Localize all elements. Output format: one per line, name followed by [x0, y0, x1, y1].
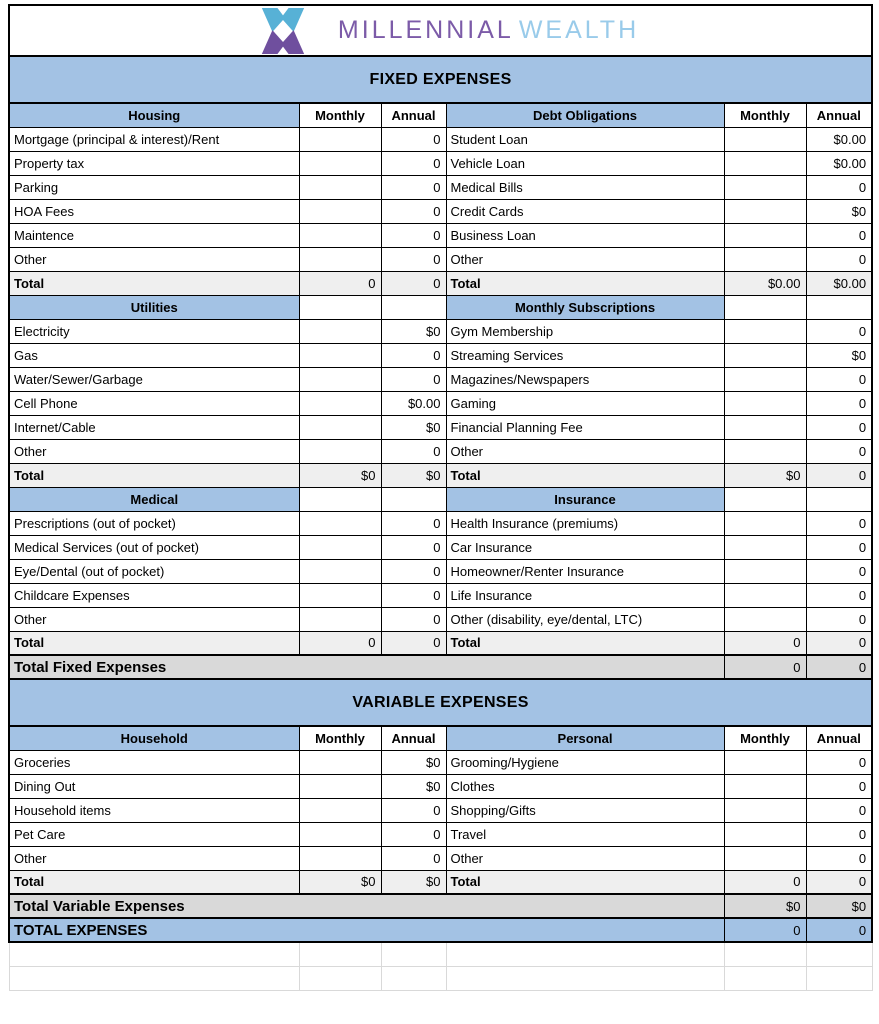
total-monthly-cell[interactable]: 0 — [299, 271, 381, 295]
total-variable-expenses-monthly-cell[interactable]: $0 — [724, 894, 806, 918]
monthly-value-cell[interactable] — [299, 319, 381, 343]
expense-row — [9, 583, 872, 607]
annual-value-cell[interactable]: 0 — [381, 343, 446, 367]
total-label-cell: Total — [446, 631, 724, 655]
section-banner-title: FIXED EXPENSES — [9, 56, 872, 103]
empty-cell — [724, 295, 806, 319]
expense-row — [9, 343, 872, 367]
expense-label-cell[interactable]: Childcare Expenses — [9, 583, 299, 607]
annual-value-cell[interactable]: 0 — [806, 607, 872, 631]
butterfly-m-logo-icon — [242, 8, 324, 54]
empty-sheet-cell[interactable] — [446, 966, 724, 990]
expense-label-cell[interactable]: Business Loan — [446, 223, 724, 247]
expense-label-cell[interactable]: Internet/Cable — [9, 415, 299, 439]
empty-cell — [724, 487, 806, 511]
monthly-value-cell[interactable] — [724, 439, 806, 463]
empty-sheet-cell[interactable] — [724, 966, 806, 990]
expense-label-cell[interactable]: Prescriptions (out of pocket) — [9, 511, 299, 535]
expense-row — [9, 511, 872, 535]
annual-value-cell[interactable]: 0 — [806, 535, 872, 559]
annual-value-cell[interactable]: 0 — [806, 415, 872, 439]
variable-expenses-banner — [9, 679, 872, 726]
total-monthly-cell[interactable]: $0 — [724, 463, 806, 487]
expense-label-cell[interactable]: Water/Sewer/Garbage — [9, 367, 299, 391]
expense-label-cell[interactable]: Travel — [446, 822, 724, 846]
monthly-value-cell[interactable] — [299, 343, 381, 367]
monthly-value-cell[interactable] — [724, 846, 806, 870]
monthly-value-cell[interactable] — [299, 607, 381, 631]
brand-name-wealth: WEALTH — [518, 16, 640, 44]
expense-label-cell[interactable]: Other — [446, 247, 724, 271]
monthly-value-cell[interactable] — [724, 607, 806, 631]
annual-value-cell[interactable]: $0.00 — [806, 151, 872, 175]
empty-sheet-cell[interactable] — [806, 966, 872, 990]
expense-row — [9, 846, 872, 870]
total-label-cell: Total — [9, 463, 299, 487]
expense-row — [9, 439, 872, 463]
logo-row — [9, 5, 872, 56]
expense-label-cell[interactable]: Vehicle Loan — [446, 151, 724, 175]
empty-cell — [381, 295, 446, 319]
expense-label-cell[interactable]: Gaming — [446, 391, 724, 415]
monthly-value-cell[interactable] — [724, 247, 806, 271]
total-monthly-cell[interactable]: $0 — [299, 870, 381, 894]
monthly-value-cell[interactable] — [724, 774, 806, 798]
logo-cell — [9, 5, 872, 56]
group-header-utilities: Utilities — [9, 295, 299, 319]
annual-value-cell[interactable]: 0 — [381, 439, 446, 463]
empty-sheet-cell[interactable] — [381, 942, 446, 966]
group-total-row-utilities-monthly-subscriptions — [9, 463, 872, 487]
monthly-value-cell[interactable] — [299, 559, 381, 583]
annual-value-cell[interactable]: 0 — [381, 822, 446, 846]
empty-sheet-cell[interactable] — [381, 966, 446, 990]
group-header-row-medical-insurance — [9, 487, 872, 511]
monthly-value-cell[interactable] — [299, 151, 381, 175]
monthly-value-cell[interactable] — [299, 511, 381, 535]
expense-row — [9, 199, 872, 223]
annual-value-cell[interactable]: 0 — [381, 199, 446, 223]
empty-sheet-cell[interactable] — [299, 966, 381, 990]
fixed-expenses-banner — [9, 56, 872, 103]
monthly-value-cell[interactable] — [299, 367, 381, 391]
empty-sheet-cell[interactable] — [9, 966, 299, 990]
group-total-row-household-personal — [9, 870, 872, 894]
annual-value-cell[interactable]: 0 — [381, 223, 446, 247]
annual-value-cell[interactable]: 0 — [806, 367, 872, 391]
expense-row — [9, 559, 872, 583]
expense-label-cell[interactable]: Maintence — [9, 223, 299, 247]
group-header-row-household-personal — [9, 726, 872, 750]
group-header-monthly-subscriptions: Monthly Subscriptions — [446, 295, 724, 319]
total-fixed-expenses-label: Total Fixed Expenses — [9, 655, 724, 679]
expense-label-cell[interactable]: Household items — [9, 798, 299, 822]
expense-label-cell[interactable]: Financial Planning Fee — [446, 415, 724, 439]
annual-value-cell[interactable]: $0.00 — [806, 127, 872, 151]
total-annual-cell[interactable]: 0 — [806, 631, 872, 655]
group-header-personal: Personal — [446, 726, 724, 750]
annual-value-cell[interactable]: $0 — [381, 750, 446, 774]
empty-sheet-cell[interactable] — [446, 942, 724, 966]
expense-label-cell[interactable]: Property tax — [9, 151, 299, 175]
brand-wordmark — [338, 16, 639, 45]
total-fixed-expenses — [9, 655, 872, 679]
annual-value-cell[interactable]: 0 — [806, 822, 872, 846]
monthly-value-cell[interactable] — [299, 750, 381, 774]
annual-value-cell[interactable]: $0 — [806, 343, 872, 367]
annual-value-cell[interactable]: 0 — [806, 391, 872, 415]
column-header-monthly: Monthly — [724, 103, 806, 127]
total-variable-expenses-annual-cell[interactable]: $0 — [806, 894, 872, 918]
expense-label-cell[interactable]: Medical Services (out of pocket) — [9, 535, 299, 559]
monthly-value-cell[interactable] — [299, 391, 381, 415]
expense-label-cell[interactable]: Other — [446, 439, 724, 463]
expense-label-cell[interactable]: Student Loan — [446, 127, 724, 151]
total-variable-expenses — [9, 894, 872, 918]
monthly-value-cell[interactable] — [299, 774, 381, 798]
expense-label-cell[interactable]: Other — [9, 439, 299, 463]
expense-row — [9, 535, 872, 559]
expense-label-cell[interactable]: Dining Out — [9, 774, 299, 798]
column-header-annual: Annual — [806, 103, 872, 127]
empty-sheet-row — [9, 966, 872, 990]
expense-row — [9, 391, 872, 415]
expense-label-cell[interactable]: Gas — [9, 343, 299, 367]
annual-value-cell[interactable]: 0 — [806, 583, 872, 607]
brand-logo — [14, 6, 867, 55]
expense-row — [9, 223, 872, 247]
empty-cell — [806, 487, 872, 511]
group-header-debt-obligations: Debt Obligations — [446, 103, 724, 127]
total-annual-cell[interactable]: 0 — [806, 870, 872, 894]
group-header-insurance: Insurance — [446, 487, 724, 511]
annual-value-cell[interactable]: 0 — [381, 511, 446, 535]
monthly-value-cell[interactable] — [724, 750, 806, 774]
expense-label-cell[interactable]: Magazines/Newspapers — [446, 367, 724, 391]
empty-cell — [299, 487, 381, 511]
monthly-value-cell[interactable] — [724, 511, 806, 535]
expense-label-cell[interactable]: Parking — [9, 175, 299, 199]
expense-label-cell[interactable]: Other — [9, 247, 299, 271]
empty-cell — [299, 295, 381, 319]
expense-row — [9, 750, 872, 774]
expense-row — [9, 319, 872, 343]
total-label-cell: Total — [446, 870, 724, 894]
annual-value-cell[interactable]: 0 — [381, 559, 446, 583]
annual-value-cell[interactable]: 0 — [381, 247, 446, 271]
expense-label-cell[interactable]: Homeowner/Renter Insurance — [446, 559, 724, 583]
monthly-value-cell[interactable] — [299, 822, 381, 846]
total-expenses — [9, 918, 872, 942]
total-fixed-expenses-annual-cell[interactable]: 0 — [806, 655, 872, 679]
monthly-value-cell[interactable] — [724, 583, 806, 607]
annual-value-cell[interactable]: 0 — [381, 607, 446, 631]
section-banner-title: VARIABLE EXPENSES — [9, 679, 872, 726]
annual-value-cell[interactable]: 0 — [806, 319, 872, 343]
expense-label-cell[interactable]: Other — [9, 846, 299, 870]
total-monthly-cell[interactable]: 0 — [724, 870, 806, 894]
annual-value-cell[interactable]: 0 — [806, 175, 872, 199]
expense-label-cell[interactable]: Gym Membership — [446, 319, 724, 343]
total-monthly-cell[interactable]: 0 — [299, 631, 381, 655]
total-annual-cell[interactable]: 0 — [381, 631, 446, 655]
monthly-value-cell[interactable] — [299, 247, 381, 271]
monthly-value-cell[interactable] — [299, 223, 381, 247]
total-monthly-cell[interactable]: $0 — [299, 463, 381, 487]
annual-value-cell[interactable]: 0 — [381, 583, 446, 607]
total-label-cell: Total — [446, 463, 724, 487]
monthly-value-cell[interactable] — [724, 822, 806, 846]
group-header-row-housing-debt-obligations — [9, 103, 872, 127]
expense-label-cell[interactable]: Cell Phone — [9, 391, 299, 415]
expense-label-cell[interactable]: Health Insurance (premiums) — [446, 511, 724, 535]
column-header-annual: Annual — [381, 103, 446, 127]
expense-row — [9, 151, 872, 175]
expense-row — [9, 127, 872, 151]
total-monthly-cell[interactable]: 0 — [724, 631, 806, 655]
total-annual-cell[interactable]: 0 — [381, 271, 446, 295]
annual-value-cell[interactable]: 0 — [806, 750, 872, 774]
expense-label-cell[interactable]: Car Insurance — [446, 535, 724, 559]
monthly-value-cell[interactable] — [299, 583, 381, 607]
monthly-value-cell[interactable] — [724, 535, 806, 559]
group-header-household: Household — [9, 726, 299, 750]
monthly-value-cell[interactable] — [724, 151, 806, 175]
annual-value-cell[interactable]: 0 — [806, 774, 872, 798]
monthly-value-cell[interactable] — [724, 175, 806, 199]
monthly-value-cell[interactable] — [724, 367, 806, 391]
annual-value-cell[interactable]: 0 — [381, 175, 446, 199]
total-expenses-annual-cell[interactable]: 0 — [806, 918, 872, 942]
annual-value-cell[interactable]: 0 — [381, 367, 446, 391]
expense-label-cell[interactable]: Eye/Dental (out of pocket) — [9, 559, 299, 583]
column-header-monthly: Monthly — [299, 103, 381, 127]
total-annual-cell[interactable]: $0 — [381, 870, 446, 894]
expense-label-cell[interactable]: Other (disability, eye/dental, LTC) — [446, 607, 724, 631]
monthly-value-cell[interactable] — [299, 175, 381, 199]
total-expenses-monthly-cell[interactable]: 0 — [724, 918, 806, 942]
monthly-value-cell[interactable] — [724, 391, 806, 415]
annual-value-cell[interactable]: 0 — [806, 798, 872, 822]
monthly-value-cell[interactable] — [299, 846, 381, 870]
total-expenses-label: TOTAL EXPENSES — [9, 918, 724, 942]
annual-value-cell[interactable]: 0 — [806, 247, 872, 271]
monthly-value-cell[interactable] — [299, 127, 381, 151]
monthly-value-cell[interactable] — [724, 199, 806, 223]
expense-label-cell[interactable]: HOA Fees — [9, 199, 299, 223]
brand-name-millennial: MILLENNIAL — [337, 16, 514, 44]
annual-value-cell[interactable]: 0 — [806, 439, 872, 463]
annual-value-cell[interactable]: $0 — [381, 415, 446, 439]
expense-row — [9, 415, 872, 439]
annual-value-cell[interactable]: $0 — [806, 199, 872, 223]
expense-label-cell[interactable]: Mortgage (principal & interest)/Rent — [9, 127, 299, 151]
empty-sheet-cell[interactable] — [724, 942, 806, 966]
empty-cell — [806, 295, 872, 319]
group-total-row-housing-debt-obligations — [9, 271, 872, 295]
expense-row — [9, 798, 872, 822]
expense-row — [9, 175, 872, 199]
annual-value-cell[interactable]: 0 — [806, 846, 872, 870]
monthly-value-cell[interactable] — [724, 223, 806, 247]
budget-table — [8, 4, 873, 991]
expense-label-cell[interactable]: Medical Bills — [446, 175, 724, 199]
monthly-value-cell[interactable] — [724, 319, 806, 343]
monthly-value-cell[interactable] — [299, 439, 381, 463]
monthly-value-cell[interactable] — [724, 343, 806, 367]
monthly-value-cell[interactable] — [724, 798, 806, 822]
total-annual-cell[interactable]: 0 — [806, 463, 872, 487]
monthly-value-cell[interactable] — [724, 559, 806, 583]
empty-sheet-row — [9, 942, 872, 966]
column-header-annual: Annual — [381, 726, 446, 750]
annual-value-cell[interactable]: 0 — [381, 535, 446, 559]
monthly-value-cell[interactable] — [724, 127, 806, 151]
expense-label-cell[interactable]: Shopping/Gifts — [446, 798, 724, 822]
total-monthly-cell[interactable]: $0.00 — [724, 271, 806, 295]
expense-label-cell[interactable]: Pet Care — [9, 822, 299, 846]
expense-row — [9, 247, 872, 271]
annual-value-cell[interactable]: 0 — [806, 559, 872, 583]
annual-value-cell[interactable]: 0 — [806, 223, 872, 247]
group-header-housing: Housing — [9, 103, 299, 127]
monthly-value-cell[interactable] — [724, 415, 806, 439]
expense-label-cell[interactable]: Credit Cards — [446, 199, 724, 223]
group-header-medical: Medical — [9, 487, 299, 511]
annual-value-cell[interactable]: $0 — [381, 774, 446, 798]
monthly-value-cell[interactable] — [299, 415, 381, 439]
expense-row — [9, 367, 872, 391]
expense-label-cell[interactable]: Other — [9, 607, 299, 631]
expense-label-cell[interactable]: Clothes — [446, 774, 724, 798]
annual-value-cell[interactable]: 0 — [381, 151, 446, 175]
total-fixed-expenses-monthly-cell[interactable]: 0 — [724, 655, 806, 679]
total-variable-expenses-label: Total Variable Expenses — [9, 894, 724, 918]
annual-value-cell[interactable]: $0 — [381, 319, 446, 343]
total-annual-cell[interactable]: $0.00 — [806, 271, 872, 295]
annual-value-cell[interactable]: 0 — [806, 511, 872, 535]
annual-value-cell[interactable]: $0.00 — [381, 391, 446, 415]
expense-label-cell[interactable]: Grooming/Hygiene — [446, 750, 724, 774]
total-annual-cell[interactable]: $0 — [381, 463, 446, 487]
expense-row — [9, 822, 872, 846]
total-label-cell: Total — [9, 870, 299, 894]
total-label-cell: Total — [446, 271, 724, 295]
empty-sheet-cell[interactable] — [299, 942, 381, 966]
total-label-cell: Total — [9, 271, 299, 295]
expense-label-cell[interactable]: Streaming Services — [446, 343, 724, 367]
monthly-value-cell[interactable] — [299, 798, 381, 822]
empty-cell — [381, 487, 446, 511]
expense-label-cell[interactable]: Life Insurance — [446, 583, 724, 607]
expense-label-cell[interactable]: Groceries — [9, 750, 299, 774]
empty-sheet-cell[interactable] — [806, 942, 872, 966]
column-header-annual: Annual — [806, 726, 872, 750]
monthly-value-cell[interactable] — [299, 199, 381, 223]
total-label-cell: Total — [9, 631, 299, 655]
expense-label-cell[interactable]: Electricity — [9, 319, 299, 343]
column-header-monthly: Monthly — [299, 726, 381, 750]
group-total-row-medical-insurance — [9, 631, 872, 655]
group-header-row-utilities-monthly-subscriptions — [9, 295, 872, 319]
column-header-monthly: Monthly — [724, 726, 806, 750]
annual-value-cell[interactable]: 0 — [381, 127, 446, 151]
expense-row — [9, 774, 872, 798]
annual-value-cell[interactable]: 0 — [381, 798, 446, 822]
monthly-value-cell[interactable] — [299, 535, 381, 559]
empty-sheet-cell[interactable] — [9, 942, 299, 966]
expense-label-cell[interactable]: Other — [446, 846, 724, 870]
annual-value-cell[interactable]: 0 — [381, 846, 446, 870]
expense-row — [9, 607, 872, 631]
